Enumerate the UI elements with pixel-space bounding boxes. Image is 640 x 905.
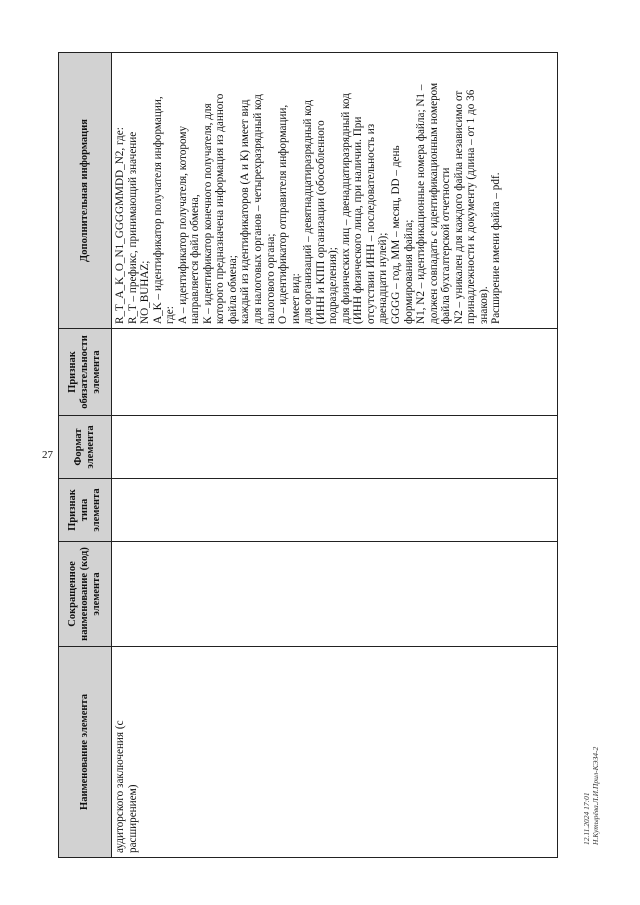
info-line: A_K – идентификатор получателя информации, [151, 96, 164, 324]
info-line: двенадцати нулей); [377, 232, 390, 324]
signature-stamp [582, 747, 600, 845]
info-line: принадлежности к документу (длина – от 1 до 36 [465, 89, 478, 324]
info-line: налогового органа; [264, 233, 277, 324]
cell-element-format [112, 416, 558, 479]
info-line: N2 – уникален для каждого файла независимо от [452, 90, 465, 324]
info-line: R_T – префикс, принимающий значение [126, 131, 139, 324]
info-line: файла бухгалтерской отчетности [440, 167, 453, 324]
table-header-row [59, 53, 112, 858]
stamp-date: 12.11.2024 17:01 [582, 792, 591, 845]
rotated-table-page [58, 53, 558, 858]
cell-element-required [112, 329, 558, 416]
info-line: должен совпадать с идентификационным номером [427, 82, 440, 324]
cell-element-type [112, 479, 558, 542]
info-line: (ИНН и КПП организации (обособленного [314, 120, 327, 324]
table-row [112, 53, 558, 858]
info-line: GGGG – год, ММ – месяц, DD – день [390, 145, 403, 324]
header-element-code: Сокращенное наименование (код) элемента [59, 542, 112, 647]
page-number: 27 [42, 449, 53, 461]
info-line: файла обмена; [226, 255, 239, 324]
cell-additional-info [112, 53, 558, 329]
info-line: каждый из идентификаторов (А и К) имеет вид [239, 99, 252, 324]
cell-element-name: аудиторского заключения (с расширением) [112, 647, 558, 858]
cell-element-code [112, 542, 558, 647]
info-line: для физических лиц – двенадцатиразрядный код [339, 93, 352, 324]
elements-table [58, 52, 558, 858]
info-line: направляется файл обмена, [189, 194, 202, 324]
info-line: А – идентификатор получателя, которому [176, 125, 189, 324]
header-element-required: Признак обязательности элемента [59, 329, 112, 416]
info-line: Расширение имени файла – pdf. [490, 172, 503, 324]
info-line: для организаций – девятнадцатиразрядный код [302, 99, 315, 324]
header-element-name: Наименование элемента [59, 647, 112, 858]
header-element-format: Формат элемента [59, 416, 112, 479]
info-line: формирования файла; [402, 219, 415, 324]
info-line: (ИНН физического лица, при наличии. При [352, 116, 365, 324]
header-element-type: Признак типа элемента [59, 479, 112, 542]
info-line: знаков). [477, 286, 490, 324]
info-line: О – идентификатор отправителя информации, [277, 104, 290, 324]
info-line: R_T_A_K_O_N1_GGGGMMDD_N2, где: [114, 127, 126, 324]
header-additional-info: Дополнительная информация [59, 53, 112, 329]
info-line: где: [164, 306, 177, 324]
stamp-author: Н.Кутырёва.Л.И.Прил-КЭЗ4-2 [591, 746, 600, 845]
info-line: отсутствии ИНН – последовательность из [364, 123, 377, 324]
info-line: К – идентификатор конечного получателя, для [201, 103, 214, 324]
info-line: N1, N2 – идентификационные номера файла; N1 – [415, 84, 428, 324]
info-line: которого предназначена информация из данного [214, 93, 227, 324]
info-line: имеет вид: [289, 273, 302, 324]
info-line: NO_BUHAZ; [139, 260, 152, 324]
additional-info-text [114, 57, 503, 324]
info-line: подразделения); [327, 247, 340, 324]
info-line: для налоговых органов – четырехразрядный код [252, 94, 265, 324]
